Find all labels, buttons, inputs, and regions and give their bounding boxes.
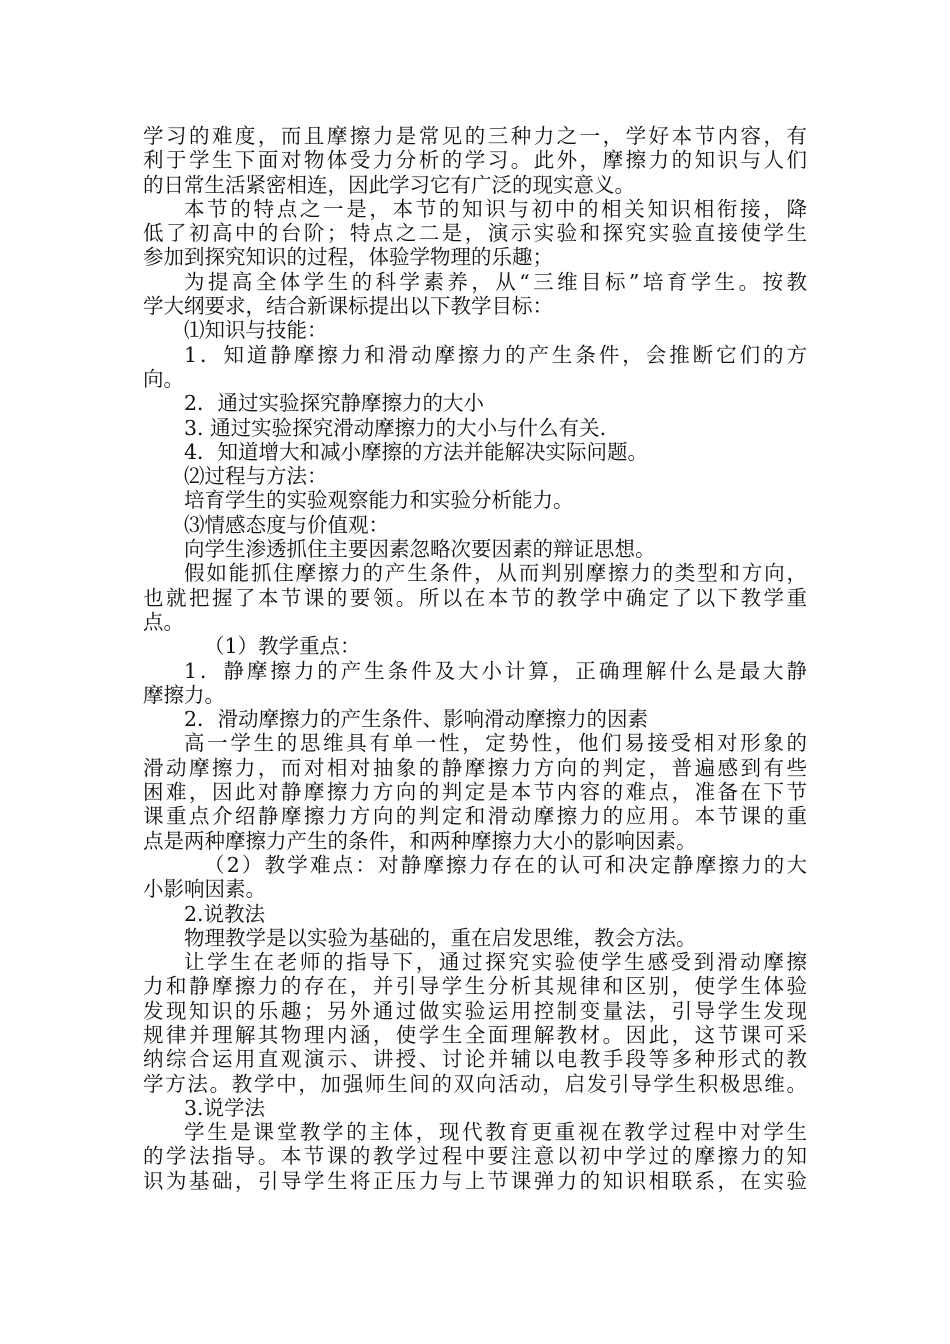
text-line: 2．通过实验探究静摩擦力的大小 xyxy=(184,391,485,416)
text-line: 2.说教法 xyxy=(184,901,266,926)
text-line: ⑴知识与技能： xyxy=(184,318,328,343)
text-line: 向学生渗透抓住主要因素忽略次要因素的辩证思想。 xyxy=(184,537,656,562)
text-line: 学生是课堂教学的主体，现代教育更重视在教学过程中对学生 xyxy=(184,1120,807,1145)
text-line: 4．知道增大和减小摩擦的方法并能解决实际问题。 xyxy=(184,439,649,464)
document-page xyxy=(143,124,807,1193)
text-line: 小影响因素。 xyxy=(143,877,266,902)
text-line: 3. 通过实验探究滑动摩擦力的大小与什么有关. xyxy=(184,415,607,440)
text-line: （2）教学难点：对静摩擦力存在的认可和决定静摩擦力的大 xyxy=(204,852,807,877)
text-line: 低了初高中的台阶；特点之二是，演示实验和探究实验直接使学生 xyxy=(143,221,807,246)
text-line: 高一学生的思维具有单一性，定势性，他们易接受相对形象的 xyxy=(184,731,807,756)
text-line: 培育学生的实验观察能力和实验分析能力。 xyxy=(184,488,574,513)
text-line: 力和静摩擦力的存在，并引导学生分析其规律和区别，使学生体验 xyxy=(143,974,807,999)
text-line: 本节的特点之一是，本节的知识与初中的相关知识相衔接，降 xyxy=(184,196,807,221)
text-line: 假如能抓住摩擦力的产生条件，从而判别摩擦力的类型和方向， xyxy=(184,561,807,586)
text-line: 点。 xyxy=(143,609,184,634)
text-line: 也就把握了本节课的要领。所以在本节的教学中确定了以下教学重 xyxy=(143,585,807,610)
text-line: ⑵过程与方法： xyxy=(184,464,328,489)
text-line: 的学法指导。本节课的教学过程中要注意以初中学过的摩擦力的知 xyxy=(143,1144,807,1169)
text-line: 规律并理解其物理内涵，使学生全面理解教材。因此，这节课可采 xyxy=(143,1022,807,1047)
text-line: ⑶情感态度与价值观： xyxy=(184,512,389,537)
text-line: 1．静摩擦力的产生条件及大小计算，正确理解什么是最大静 xyxy=(184,658,807,683)
text-line: 的日常生活紧密相连，因此学习它有广泛的现实意义。 xyxy=(143,172,635,197)
text-line: 学习的难度，而且摩擦力是常见的三种力之一，学好本节内容，有 xyxy=(143,124,807,148)
text-line: 3.说学法 xyxy=(184,1095,266,1120)
text-line: 纳综合运用直观演示、讲授、讨论并辅以电教手段等多种形式的教 xyxy=(143,1047,807,1072)
text-line: 点是两种摩擦力产生的条件，和两种摩擦力大小的影响因素。 xyxy=(143,828,697,853)
text-line: 发现知识的乐趣；另外通过做实验运用控制变量法，引导学生发现 xyxy=(143,998,807,1023)
text-line: 为提高全体学生的科学素养，从“三维目标”培育学生。按教 xyxy=(184,269,807,294)
text-line: 让学生在老师的指导下，通过探究实验使学生感受到滑动摩擦 xyxy=(184,950,807,975)
text-line: 2．滑动摩擦力的产生条件、影响滑动摩擦力的因素 xyxy=(184,707,649,732)
text-line: 课重点介绍静摩擦力方向的判定和滑动摩擦力的应用。本节课的重 xyxy=(143,804,807,829)
text-line: 利于学生下面对物体受力分析的学习。此外，摩擦力的知识与人们 xyxy=(143,148,807,173)
text-line: 学方法。教学中，加强师生间的双向活动，启发引导学生积极思维。 xyxy=(143,1071,807,1096)
text-line: （1）教学重点： xyxy=(204,634,361,659)
text-line: 向。 xyxy=(143,366,184,391)
text-line: 滑动摩擦力，而对相对抽象的静摩擦力方向的判定，普遍感到有些 xyxy=(143,755,807,780)
text-line: 物理教学是以实验为基础的，重在启发思维，教会方法。 xyxy=(184,925,697,950)
text-line: 摩擦力。 xyxy=(143,682,225,707)
text-line: 学大纲要求，结合新课标提出以下教学目标： xyxy=(143,294,553,319)
text-line: 识为基础，引导学生将正压力与上节课弹力的知识相联系，在实验 xyxy=(143,1168,807,1193)
text-line: 参加到探究知识的过程，体验学物理的乐趣； xyxy=(143,245,553,270)
text-line: 困难，因此对静摩擦力方向的判定是本节内容的难点，准备在下节 xyxy=(143,780,807,805)
text-line: 1．知道静摩擦力和滑动摩擦力的产生条件，会推断它们的方 xyxy=(184,342,807,367)
